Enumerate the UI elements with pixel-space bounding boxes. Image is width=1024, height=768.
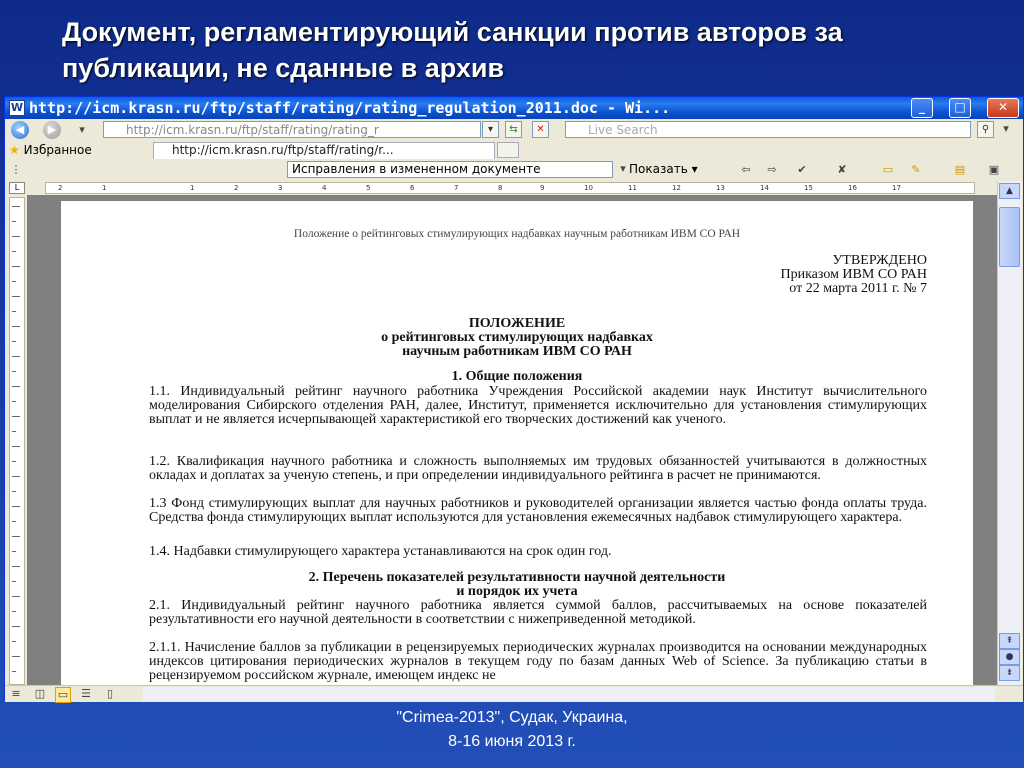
paragraph-1-4: 1.4. Надбавки стимулирующего характера устанавливаются на срок один год. [149, 544, 612, 559]
vertical-ruler[interactable] [9, 197, 25, 685]
horizontal-ruler-bar [5, 181, 1023, 195]
star-icon: ★ [9, 143, 20, 157]
ruler-number: 2 [58, 184, 63, 192]
ruler-tick [12, 431, 16, 432]
ruler-tick [12, 626, 20, 627]
word-doc-icon: W [10, 101, 24, 114]
window-title: http://icm.krasn.ru/ftp/staff/rating/rating_regulation_2011.doc - Wi... [29, 99, 671, 117]
scroll-up-arrow[interactable]: ▲ [999, 183, 1020, 199]
search-input[interactable]: Live Search [565, 121, 971, 138]
reject-change-icon[interactable]: ✘ [837, 163, 847, 176]
favorites-bar [5, 141, 1023, 160]
ruler-tick [12, 251, 16, 252]
maximize-button[interactable]: □ [949, 98, 971, 118]
ruler-tick [12, 491, 16, 492]
paragraph-1-2: 1.2. Квалификация научного работника и сложность выполняемых им трудовых обязанностей учитываются в должностных окладах и доплатах за ученую степень, и при определении индивидуального рейтинга в расчет не принимаются. [149, 454, 927, 483]
show-label: Показать [629, 162, 688, 176]
ruler-tick [12, 401, 16, 402]
slide-title: Документ, регламентирующий санкции против авторов за публикации, не сданные в архив [62, 17, 843, 83]
ruler-tick [12, 296, 20, 297]
back-button[interactable]: ◀ [11, 121, 29, 139]
favorites-button[interactable] [9, 142, 92, 158]
search-options-icon[interactable]: ▾ [1003, 122, 1009, 135]
show-menu[interactable]: Показать ▾ [629, 162, 698, 176]
order-label: Приказом ИВМ СО РАН [780, 267, 927, 282]
scroll-thumb[interactable] [999, 207, 1020, 267]
ruler-tick [12, 551, 16, 552]
ruler-tick [12, 326, 20, 327]
footer-line-1: "Crimea-2013", Судак, Украина, [396, 709, 628, 726]
paragraph-2-1: 2.1. Индивидуальный рейтинг научного работника является суммой баллов, рассчитываемых на основе показателей результативности его научной деятельности в соответствии с нижеприведенной методикой. [149, 598, 927, 627]
ruler-tick [12, 461, 16, 462]
ruler-tick [12, 416, 20, 417]
ruler-tick [12, 521, 16, 522]
address-dropdown-button[interactable]: ▾ [482, 121, 499, 138]
document-area [27, 195, 997, 685]
prev-change-icon[interactable]: ⇦ [741, 163, 751, 176]
favorites-label: Избранное [23, 143, 92, 157]
address-input[interactable]: http://icm.krasn.ru/ftp/staff/rating/rating_r [103, 121, 481, 138]
ruler-number: 10 [584, 184, 593, 192]
ruler-tick [12, 536, 20, 537]
refresh-button[interactable]: ⇆ [505, 121, 522, 138]
track-changes-icon[interactable]: ▣ [988, 163, 1000, 176]
ruler-number: 4 [322, 184, 327, 192]
ruler-tick [12, 341, 16, 342]
ruler-tick [12, 266, 20, 267]
ruler-tick [12, 236, 20, 237]
markup-combo[interactable]: Исправления в измененном документе [287, 161, 613, 178]
new-tab-button[interactable] [497, 142, 519, 158]
ruler-number: 1 [190, 184, 195, 192]
next-change-icon[interactable]: ⇨ [767, 163, 777, 176]
ruler-tick [12, 581, 16, 582]
normal-view-icon[interactable]: ≡ [11, 687, 21, 700]
ruler-number: 2 [234, 184, 239, 192]
ruler-number: 13 [716, 184, 725, 192]
ruler-tick [12, 356, 20, 357]
ruler-number: 3 [278, 184, 283, 192]
history-dropdown-icon[interactable]: ▾ [79, 123, 85, 136]
ruler-number: 1 [102, 184, 107, 192]
outline-view-icon[interactable]: ☰ [81, 687, 91, 700]
web-view-icon[interactable]: ◫ [34, 687, 46, 700]
approved-label: УТВЕРЖДЕНО [832, 253, 927, 268]
prev-page-button[interactable]: ⇞ [999, 633, 1020, 649]
combo-dropdown-icon[interactable]: ▾ [620, 162, 626, 175]
paragraph-1-1: 1.1. Индивидуальный рейтинг научного работника Учреждения Российской академии наук Институт вычислительного моделирования Сибирского отделения РАН, далее, Институт, применяется исключительно для установления стимулирующих выплат и не является исчерпывающей характеристикой его творческих достижений как ученого. [149, 384, 927, 427]
browse-object-button[interactable]: ● [999, 649, 1020, 665]
ruler-number: 17 [892, 184, 901, 192]
ruler-number: 5 [366, 184, 371, 192]
section-title: 1. Общие положения [451, 369, 583, 384]
highlight-icon[interactable]: ✎ [911, 163, 921, 176]
reading-view-icon[interactable]: ▯ [106, 687, 114, 700]
next-page-button[interactable]: ⇟ [999, 665, 1020, 681]
ruler-tick [12, 596, 20, 597]
ruler-tick [12, 206, 20, 207]
ruler-tick [12, 671, 16, 672]
ruler-tick [12, 656, 20, 657]
comment-icon[interactable]: ▭ [882, 163, 894, 176]
browser-window [4, 96, 1024, 700]
ruler-tick [12, 371, 16, 372]
window-titlebar[interactable] [5, 97, 1023, 119]
ruler-number: 7 [454, 184, 459, 192]
forward-button[interactable]: ▶ [43, 121, 61, 139]
search-button[interactable]: ⚲ [977, 121, 994, 138]
ruler-tick [12, 281, 16, 282]
ruler-number: 15 [804, 184, 813, 192]
ruler-number: 16 [848, 184, 857, 192]
ruler-tick [12, 611, 16, 612]
document-page[interactable] [61, 201, 973, 685]
doc-subheading: о рейтинговых стимулирующих надбавках [381, 330, 653, 345]
document-header: Положение о рейтинговых стимулирующих надбавках научным работникам ИВМ СО РАН [293, 228, 741, 240]
reviewing-toolbar [5, 159, 1023, 182]
horizontal-scrollbar[interactable] [143, 687, 995, 701]
ruler-number: 9 [540, 184, 545, 192]
ruler-tick [12, 506, 20, 507]
ruler-number: 8 [498, 184, 503, 192]
paragraph-2-1-1: 2.1.1. Начисление баллов за публикации в рецензируемых периодических журналах производится на основании международных индексов цитирования периодических журналов в текущем году по базам данных Web of Science. За публикацию статьи в рецензируемом российском журнале, имеющем индекс не [149, 640, 927, 683]
doc-subheading: научным работникам ИВМ СО РАН [402, 344, 632, 359]
section-title: и порядок их учета [456, 584, 578, 599]
ruler-number: 6 [410, 184, 415, 192]
tab-selector[interactable]: L [9, 182, 25, 194]
vertical-scrollbar[interactable] [997, 181, 1022, 685]
browser-tab[interactable]: http://icm.krasn.ru/ftp/staff/rating/r... [153, 142, 495, 159]
footer-line-2: 8-16 июня 2013 г. [448, 733, 576, 750]
ruler-tick [12, 311, 16, 312]
section-title: 2. Перечень показателей результативности научной деятельности [308, 570, 726, 585]
order-date: от 22 марта 2011 г. № 7 [789, 281, 927, 296]
doc-heading: ПОЛОЖЕНИЕ [468, 316, 566, 331]
address-bar [5, 119, 1023, 142]
paragraph-1-3: 1.3 Фонд стимулирующих выплат для научных работников и руководителей организации является частью фонда оплаты труда. Средства фонда стимулирующих выплат используются для установления ежемесячных надбавок стимулирующего характера. [149, 496, 927, 525]
ruler-number: 12 [672, 184, 681, 192]
ruler-number: 14 [760, 184, 769, 192]
ruler-number: 11 [628, 184, 637, 192]
minimize-button[interactable]: _ [911, 98, 933, 118]
accept-change-icon[interactable]: ✔ [797, 163, 807, 176]
close-button[interactable]: ✕ [987, 98, 1019, 118]
ruler-tick [12, 566, 20, 567]
reviewing-pane-icon[interactable]: ▤ [954, 163, 966, 176]
view-bar [5, 685, 1023, 702]
ruler-tick [12, 476, 20, 477]
slide-footer [300, 706, 724, 754]
stop-button[interactable]: ✕ [532, 121, 549, 138]
toolbar-grip-icon: ⋮ [10, 163, 22, 176]
horizontal-ruler[interactable] [45, 182, 975, 194]
ruler-tick [12, 221, 16, 222]
ruler-tick [12, 446, 20, 447]
print-view-icon[interactable]: ▭ [55, 687, 71, 703]
ruler-tick [12, 641, 16, 642]
ruler-tick [12, 386, 20, 387]
